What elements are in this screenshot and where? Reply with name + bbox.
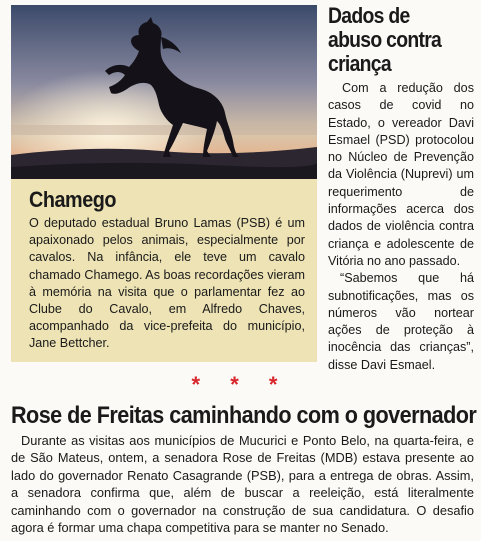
rose-title: Rose de Freitas caminhando com o governador <box>11 402 477 429</box>
horse-photo <box>11 5 317 179</box>
rose-story <box>11 402 477 536</box>
chamego-box <box>11 179 317 362</box>
horse-silhouette-sunset-icon <box>11 5 317 179</box>
section-separator: * * * <box>191 372 290 397</box>
abuso-column <box>328 4 474 374</box>
abuso-title-text: Dados de abuso contra criança <box>328 3 442 76</box>
abuso-title <box>328 4 456 76</box>
chamego-title: Chamego <box>29 187 117 212</box>
chamego-body: O deputado estadual Bruno Lamas (PSB) é um apaixonado pelos animais, especialmente por cavalos. Na infância, ele teve um cavalo chamado Chamego. As boas recordações vieram à memória na visita que o parlamentar fez ao Clube do Cavalo, em Alfredo Chaves, acompanhado da vice-prefeita do município, Jane Bettcher. <box>29 216 305 351</box>
abuso-body-1: Com a redução dos casos de covid no Estado, o vereador Davi Esmael (PSD) protocolou no Núcleo de Prevenção da Violência (Nuprevi) um requerimento de informações acerca dos dados de violência contra criança e adolescente de Vitória no ano passado. <box>328 81 474 268</box>
abuso-body-2: “Sabemos que há subnotificações, mas os números vão nortear ações de proteção à inocência das crianças”, disse Davi Esmael. <box>328 271 474 372</box>
rose-body: Durante as visitas aos municípios de Mucurici e Ponto Belo, na quarta-feira, e de São Mateus, ontem, a senadora Rose de Freitas (MDB) estava presente ao lado do governador Renato Casagrande (PSB), para a entrega de obras. Assim, a senadora confirma que, além de buscar a reeleição, está literalmente caminhando com o governador na construção de sua candidatura. O desafio agora é formar uma chapa competitiva para se manter no Senado. <box>11 433 474 536</box>
